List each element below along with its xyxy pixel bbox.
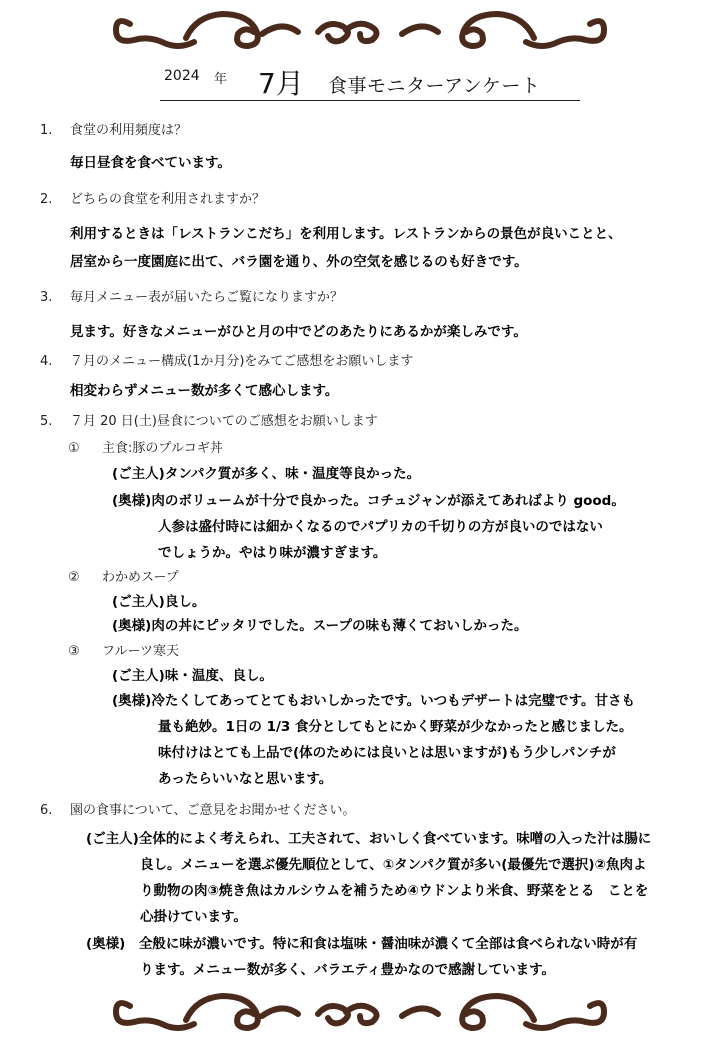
answer-6-line-1: (ご主人)全体的によく考えられ、工夫されて、おいしく食べています。味噌の入った汁は腸に bbox=[86, 831, 652, 847]
dish-3-line-3: 量も絶妙。1日の 1/3 食分としてもとにかく野菜が少なかったと感じました。 bbox=[158, 719, 633, 735]
answer-3-line-1: 見ます。好きなメニューがひと月の中でどのあたりにあるかが楽しみです。 bbox=[70, 324, 527, 340]
title-year: 2024 bbox=[164, 68, 200, 84]
page-title bbox=[160, 60, 580, 101]
dish-1-line-3: 人参は盛付時には細かくなるのでパプリカの千切りの方が良いのではない bbox=[158, 519, 603, 535]
question-2: 2. どちらの食堂を利用されますか？ bbox=[40, 192, 266, 207]
dish-1-line-2: (奥様)肉のボリュームが十分で良かった。コチュジャンが添えてあればより good。 bbox=[112, 493, 625, 509]
answer-6-line-2: 良し。メニューを選ぶ優先順位として、①タンパク質が多い(最優先で選択)②魚肉よ bbox=[140, 857, 647, 873]
dish-3-line-5: あったらいいなと思います。 bbox=[158, 771, 333, 787]
title-text: 食事モニターアンケート bbox=[328, 75, 541, 97]
question-1: 1. 食堂の利用頻度は？ bbox=[40, 123, 188, 138]
answer-6-line-4: 心掛けています。 bbox=[140, 909, 247, 925]
dish-1-label: ① 主食:豚のプルコギ丼 bbox=[68, 441, 223, 456]
dish-3-label: ③ フルーツ寒天 bbox=[68, 644, 179, 659]
answer-2-line-1: 利用するときは「レストランこだち」を利用します。レストランからの景色が良いことと、 bbox=[70, 226, 622, 242]
question-3: 3. 毎月メニュー表が届いたらご覧になりますか？ bbox=[40, 290, 344, 305]
dish-3-line-1: (ご主人)味・温度、良し。 bbox=[112, 668, 273, 684]
answer-6-line-3: り動物の肉③焼き魚はカルシウムを補うため④ウドンより米食、野菜をとる ことを bbox=[140, 883, 649, 899]
bottom-ornament-icon bbox=[0, 982, 720, 1036]
title-month: 7月 bbox=[258, 67, 304, 100]
answer-6-line-6: ります。メニュー数が多く、バラエティ豊かなので感謝しています。 bbox=[140, 962, 555, 978]
answer-2-line-2: 居室から一度園庭に出て、バラ園を通り、外の空気を感じるのも好きです。 bbox=[70, 254, 528, 270]
dish-3-line-4: 味付けはとても上品で(体のためには良いとは思いますが)もう少しパンチが bbox=[158, 745, 616, 761]
answer-4-line-1: 相変わらずメニュー数が多くて感心します。 bbox=[70, 383, 339, 399]
top-ornament-icon bbox=[0, 4, 720, 56]
question-6: 6. 園の食事について、ご意見をお聞かせください。 bbox=[40, 803, 356, 818]
answer-6-line-5: (奥様) 全般に味が濃いです。特に和食は塩味・醤油味が濃くて全部は食べられない時が有 bbox=[86, 936, 638, 952]
answer-1-line-1: 毎日昼食を食べています。 bbox=[70, 155, 231, 171]
dish-1-line-1: (ご主人)タンパク質が多く、味・温度等良かった。 bbox=[112, 466, 421, 482]
question-4: 4. ７月のメニュー構成(1か月分)をみてご感想をお願いします bbox=[40, 354, 414, 369]
title-year-suffix: 年 bbox=[214, 72, 228, 87]
question-5: 5. ７月 20 日(土)昼食についてのご感想をお願いします bbox=[40, 414, 378, 429]
dish-1-line-4: でしょうか。やはり味が濃すぎます。 bbox=[158, 545, 387, 561]
dish-2-label: ② わかめスープ bbox=[68, 570, 179, 585]
dish-2-line-2: (奥様)肉の丼にピッタリでした。スープの味も薄くておいしかった。 bbox=[112, 618, 528, 634]
dish-3-line-2: (奥様)冷たくしてあってとてもおいしかったです。いつもデザートは完璧です。甘さも bbox=[112, 693, 636, 709]
dish-2-line-1: (ご主人)良し。 bbox=[112, 594, 206, 610]
